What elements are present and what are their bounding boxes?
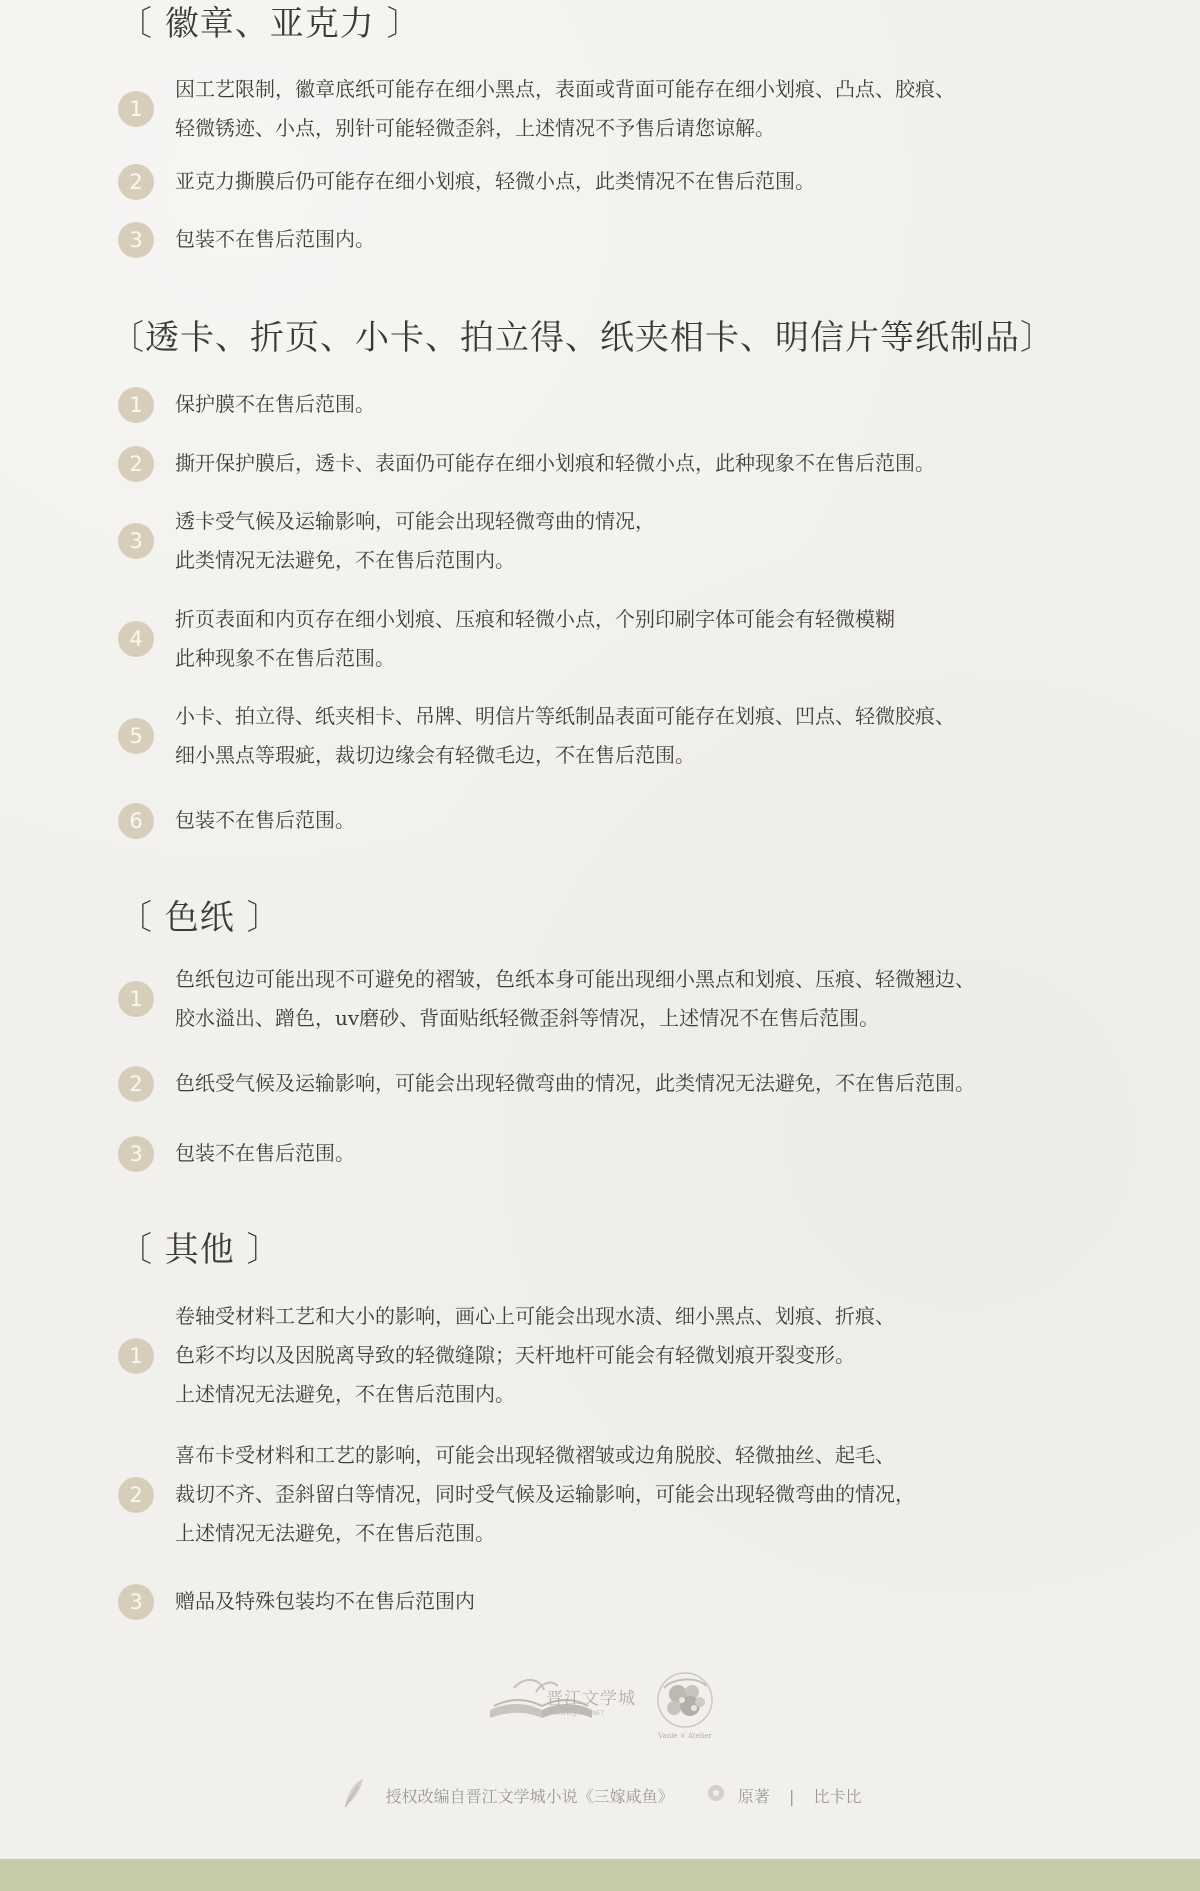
number-badge: 4 — [118, 621, 154, 657]
list-item — [118, 1297, 1120, 1414]
flower-icon — [707, 1784, 725, 1809]
atelier-logo — [650, 1670, 720, 1742]
section-title-paper-goods: 〔透卡、折页、小卡、拍立得、纸夹相卡、明信片等纸制品〕 — [110, 318, 1055, 358]
item-text: 亚克力撕膜后仍可能存在细小划痕，轻微小点，此类情况不在售后范围。 — [175, 169, 815, 193]
item-text: 喜布卡受材料和工艺的影响，可能会出现轻微褶皱或边角脱胶、轻微抽丝、起毛、 裁切不齐、歪斜留白等情况，同时受气候及运输影响，可能会出现轻微弯曲的情况， 上述情况无法避免，不在售后范围。 — [175, 1443, 915, 1545]
list-item — [118, 960, 1120, 1038]
number-badge: 3 — [118, 523, 154, 559]
list-item — [118, 1134, 1120, 1173]
number-badge: 2 — [118, 1066, 154, 1102]
list-item — [118, 1436, 1120, 1553]
number-badge: 2 — [118, 446, 154, 482]
list-item — [118, 502, 1120, 580]
number-badge: 1 — [118, 981, 154, 1017]
number-badge: 6 — [118, 803, 154, 839]
atelier-logo-text: Vanie × Atelier — [658, 1732, 712, 1740]
list-item — [118, 162, 1120, 201]
list-item — [118, 444, 1120, 483]
footer-credit — [0, 1777, 1200, 1816]
item-text: 包装不在售后范围。 — [175, 808, 355, 832]
jjwxc-logo-text: 晋江文学城 — [546, 1689, 636, 1709]
item-text: 折页表面和内页存在细小划痕、压痕和轻微小点，个别印刷字体可能会有轻微模糊 此种现象不在售后范围。 — [175, 607, 895, 670]
item-text: 色纸受气候及运输影响，可能会出现轻微弯曲的情况，此类情况无法避免，不在售后范围。 — [175, 1071, 975, 1095]
jjwxc-logo — [484, 1668, 636, 1730]
list-item — [118, 697, 1120, 775]
credit-text: 授权改编自晋江文学城小说《三嫁咸鱼》 — [385, 1786, 674, 1806]
number-badge: 1 — [118, 1338, 154, 1374]
item-text: 透卡受气候及运输影响，可能会出现轻微弯曲的情况， 此类情况无法避免，不在售后范围内。 — [175, 509, 655, 572]
number-badge: 2 — [118, 164, 154, 200]
list-item — [118, 1064, 1120, 1103]
list-item — [118, 801, 1120, 840]
number-badge: 1 — [118, 91, 154, 127]
item-text: 保护膜不在售后范围。 — [175, 392, 375, 416]
number-badge: 3 — [118, 1584, 154, 1620]
item-text: 色纸包边可能出现不可避免的褶皱，色纸本身可能出现细小黑点和划痕、压痕、轻微翘边、 胶水溢出、蹭色，uv磨砂、背面贴纸轻微歪斜等情况，上述情况不在售后范围。 — [175, 967, 975, 1030]
list-item — [118, 220, 1120, 259]
number-badge: 1 — [118, 387, 154, 423]
list-item — [118, 385, 1120, 424]
item-text: 包装不在售后范围。 — [175, 1141, 355, 1165]
separator: | — [788, 1786, 795, 1806]
item-text: 卷轴受材料工艺和大小的影响，画心上可能会出现水渍、细小黑点、划痕、折痕、 色彩不均以及因脱离导致的轻微缝隙；天杆地杆可能会有轻微划痕开裂变形。 上述情况无法避免，不在售后范围内。 — [175, 1304, 895, 1406]
list-item — [118, 600, 1120, 678]
author-label: 原著 — [737, 1786, 770, 1806]
jjwxc-logo-url: WWW.JJWXC.NET — [554, 1710, 605, 1717]
number-badge: 2 — [118, 1477, 154, 1513]
section-title-others: 〔 其他 〕 — [118, 1230, 282, 1270]
list-item — [118, 70, 1120, 148]
item-text: 赠品及特殊包装均不在售后范围内 — [175, 1589, 475, 1613]
number-badge: 3 — [118, 1136, 154, 1172]
author-name: 比卡比 — [813, 1786, 862, 1806]
section-title-shikishi: 〔 色纸 〕 — [118, 898, 282, 938]
item-text: 因工艺限制，徽章底纸可能存在细小黑点，表面或背面可能存在细小划痕、凸点、胶痕、 轻微锈迹、小点，别针可能轻微歪斜，上述情况不予售后请您谅解。 — [175, 77, 955, 140]
item-text: 小卡、拍立得、纸夹相卡、吊牌、明信片等纸制品表面可能存在划痕、凹点、轻微胶痕、 细小黑点等瑕疵，裁切边缘会有轻微毛边，不在售后范围。 — [175, 704, 955, 767]
feather-icon — [339, 1777, 367, 1816]
number-badge: 3 — [118, 222, 154, 258]
item-text: 撕开保护膜后，透卡、表面仍可能存在细小划痕和轻微小点，此种现象不在售后范围。 — [175, 451, 935, 475]
item-text: 包装不在售后范围内。 — [175, 227, 375, 251]
section-title-badges-acrylic: 〔 徽章、亚克力 〕 — [118, 4, 422, 44]
list-item — [118, 1582, 1120, 1621]
bottom-band — [0, 1859, 1200, 1891]
number-badge: 5 — [118, 718, 154, 754]
